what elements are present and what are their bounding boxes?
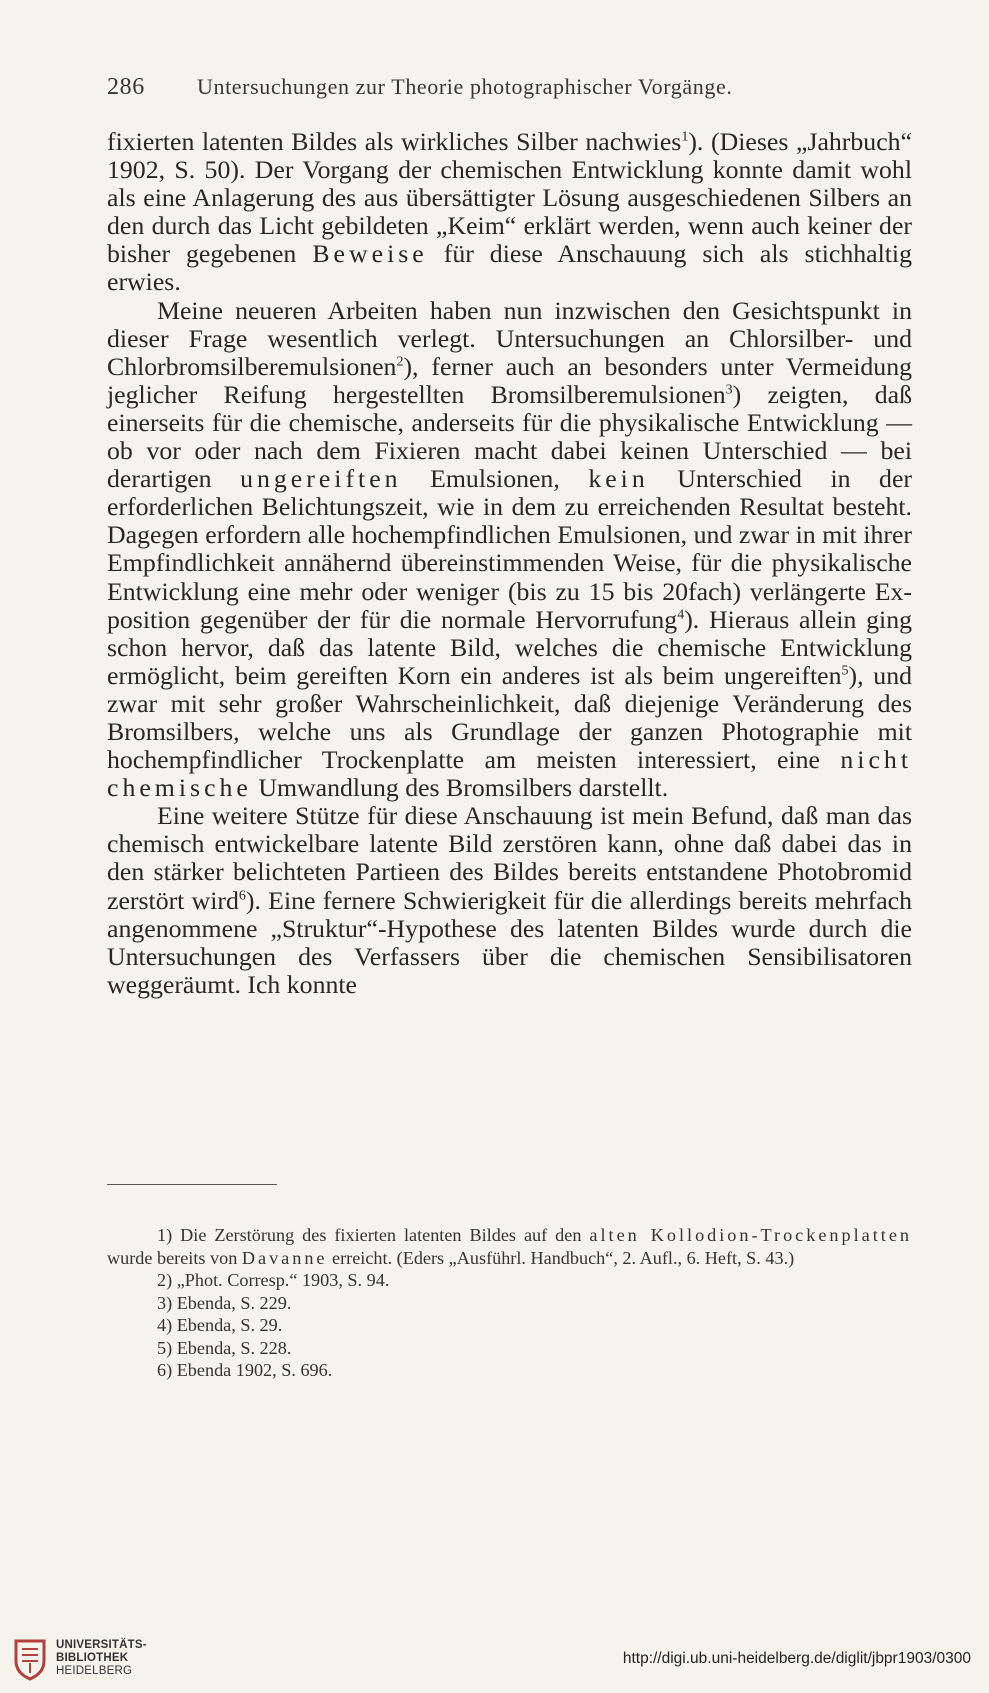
footnote-divider <box>107 1184 277 1185</box>
footnote-ref-1[interactable]: 1 <box>681 129 689 145</box>
university-library-logo-icon <box>10 1635 50 1681</box>
library-name-line-3: HEIDELBERG <box>56 1665 133 1677</box>
text-run: ) zeigten, daß einerseits für die chemische, anderseits für die physikalische Entwicklung — ob vor oder nach dem Fixieren macht dabei keinen Unterschied — bei derartigen <box>107 379 912 494</box>
page-number: 286 <box>107 74 145 100</box>
page-footer <box>0 1633 989 1693</box>
text-run: 1) Die Zerstörung des fixierten latenten Bildes auf den <box>157 1225 590 1245</box>
source-url-link[interactable]: http://digi.ub.uni-heidelberg.de/diglit/jbpr1903/0300 <box>622 1650 971 1667</box>
emphasis-spaced: kein <box>588 464 649 494</box>
emphasis-spaced: Beweise <box>312 239 428 269</box>
text-run: Unterschied in der erforderlichen Belichtungszeit, wie in dem zu erreichenden Resultat besteht. Dagegen erfordern alle hochempfindlichen Emulsionen, und zwar in mit ihrer Empfindlichkeit annähernd übereinstimmenden Weise, für die physikalische Entwicklung eine mehr oder weniger (bis zu 15 bis 20fach) verlängerte Exposition gegenüber der für die normale Hervorrufung <box>107 464 912 634</box>
footnote-3: 3) Ebenda, S. 229. <box>157 1292 292 1313</box>
text-run: für diese Anschauung sich als stichhaltig erwies. <box>107 239 913 297</box>
page-header <box>107 74 907 104</box>
footnote-ref-6[interactable]: 6 <box>238 887 246 903</box>
footnotes <box>107 1224 912 1382</box>
text-run: ), und zwar mit sehr großer Wahrscheinlichkeit, daß diejenige Veränderung des Bromsilbers, welche uns als Grundlage der ganzen Photographie mit hochempfindlicher Trockenplatte am meisten interessiert, eine <box>107 660 912 775</box>
library-name <box>56 1639 147 1678</box>
footnote-ref-4[interactable]: 4 <box>677 607 685 622</box>
library-name-line-2: BIBLIOTHEK <box>56 1652 129 1664</box>
footnote-6: 6) Ebenda 1902, S. 696. <box>157 1360 333 1380</box>
text-run: fixierten latenten Bildes als wirkliches Silber nachwies <box>107 127 682 156</box>
text-run: erreicht. (Eders „Ausführl. Handbuch“, 2. Aufl., 6. Heft, S. 43.) <box>327 1247 795 1268</box>
paragraph-1 <box>107 128 912 297</box>
text-run: wurde bereits von <box>107 1247 242 1268</box>
footnote-ref-3[interactable]: 3 <box>725 382 733 398</box>
text-run: ). Eine fernere Schwierigkeit für die allerdings bereits mehrfach angenommene „Struktur“-Hypothese des latenten Bildes wurde durch die Untersuchungen des Verfassers über die chemischen Sensibilisatoren weggeräumt. Ich konnte <box>107 885 912 999</box>
body-text <box>107 128 912 999</box>
library-name-line-1: UNIVERSITÄTS- <box>56 1639 147 1651</box>
paragraph-3 <box>107 802 912 999</box>
text-run: Eine weitere Stütze für diese Anschauung ist mein Befund, daß man das chemisch entwickelbare latente Bild zerstören kann, ohne daß dabei das in den stärker belichteten Partieen des Bildes bereits entstandene Photobromid zerstört wird <box>107 801 912 915</box>
text-run: Meine neueren Arbeiten haben nun inzwischen den Gesichtspunkt in dieser Frage wesentlich verlegt. Untersuchungen an Chlorsilber- und Chlorbromsilberemulsionen <box>107 295 912 381</box>
text-run: ), ferner auch an besonders unter Vermeidung jeglicher Reifung hergestellten Bromsilberemulsionen <box>107 351 912 409</box>
emphasis-spaced: Davanne <box>241 1247 328 1268</box>
emphasis-spaced: nicht chemische <box>107 745 912 803</box>
text-run: Umwandlung des Bromsilbers darstellt. <box>251 773 669 803</box>
footnote-4: 4) Ebenda, S. 29. <box>157 1315 283 1335</box>
text-run: Emulsionen, <box>401 464 589 494</box>
footnote-5: 5) Ebenda, S. 228. <box>157 1337 292 1358</box>
footnote-2: 2) „Phot. Corresp.“ 1903, S. 94. <box>157 1270 390 1290</box>
text-run: ). (Dieses „Jahrbuch“ 1902, S. 50). Der Vorgang der chemischen Entwicklung konnte damit wohl als eine Anlagerung des aus übersättigter Lösung ausgeschiedenen Silbers an den durch das Licht gebildeten „Keim“ erklärt werden, wenn auch keiner der bisher gegebenen <box>107 127 912 269</box>
emphasis-spaced: ungereiften <box>240 464 402 494</box>
paragraph-2 <box>107 297 912 803</box>
running-title: Untersuchungen zur Theorie photographischer Vorgänge. <box>197 74 733 99</box>
footnote-ref-2[interactable]: 2 <box>396 354 404 370</box>
emphasis-spaced: alten Kollodion-Trockenplatten <box>589 1225 912 1245</box>
text-run: ). Hieraus allein ging schon hervor, daß das latente Bild, welches die chemische Entwicklung ermöglicht, beim gereiften Korn ein anderes ist als beim ungereiften <box>107 604 912 690</box>
footnote-1 <box>107 1224 912 1269</box>
footnote-ref-5[interactable]: 5 <box>841 663 849 679</box>
